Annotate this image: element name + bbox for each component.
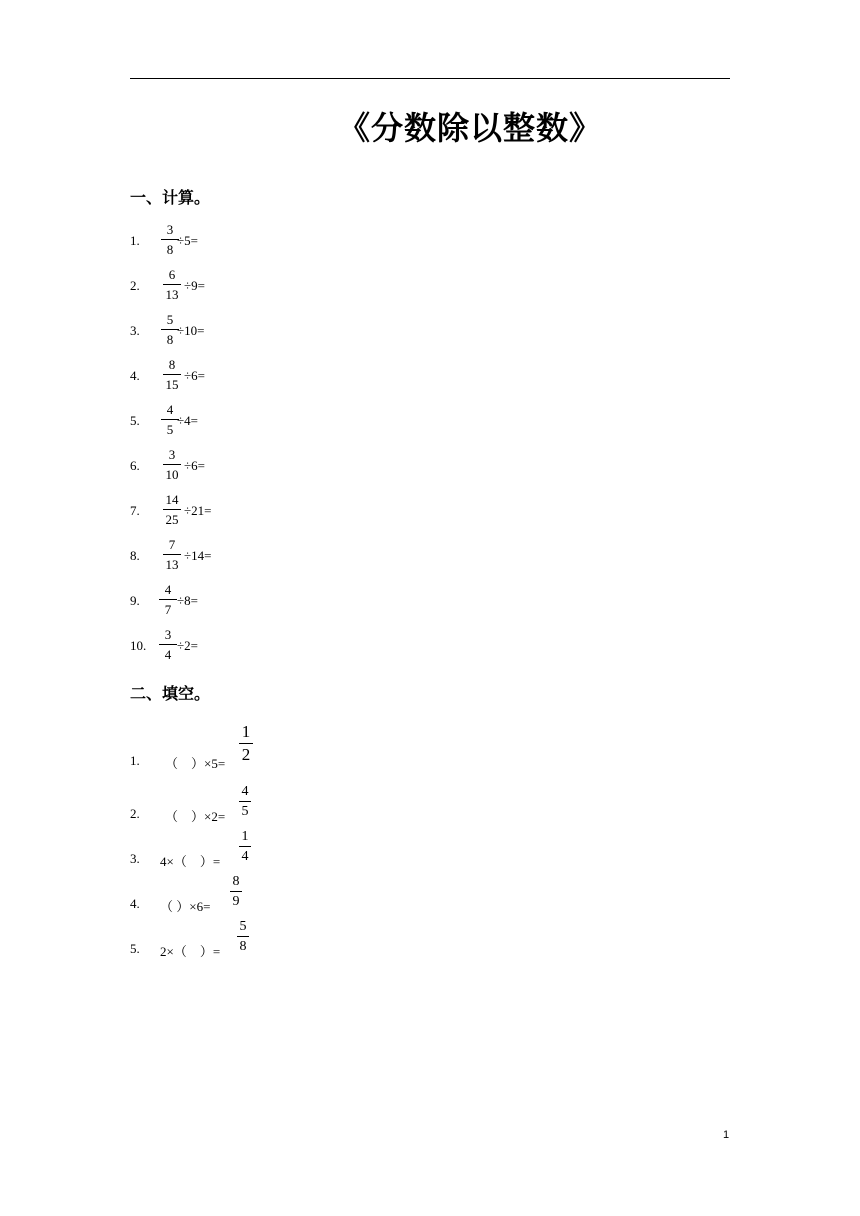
header-rule — [130, 78, 730, 79]
numerator: 3 — [164, 627, 172, 642]
expression: ÷4= — [177, 413, 198, 428]
fraction-bar — [159, 644, 177, 645]
result-fraction — [238, 828, 252, 865]
denominator: 2 — [241, 745, 251, 764]
denominator: 8 — [239, 939, 247, 954]
problem-number: 10. — [130, 638, 147, 653]
numerator: 3 — [168, 447, 176, 462]
problem-number: 2. — [130, 278, 140, 293]
denominator: 4 — [164, 647, 172, 662]
numerator: 4 — [166, 402, 174, 417]
numerator: 5 — [166, 312, 174, 327]
problem-number: 5. — [130, 413, 140, 428]
fraction-bar — [163, 374, 181, 375]
calc-problem-9 — [130, 581, 430, 621]
calc-problem-5 — [130, 401, 430, 441]
fill-problem-3 — [130, 828, 430, 870]
result-fraction — [238, 722, 254, 765]
fraction — [161, 356, 183, 393]
problem-number: 9. — [130, 593, 140, 608]
result-fraction — [229, 873, 243, 910]
fraction-bar — [239, 801, 251, 802]
fill-problem-4 — [130, 873, 430, 915]
expression: （ ）×5= — [165, 756, 226, 771]
fraction-bar — [237, 936, 249, 937]
calc-problem-1 — [130, 221, 430, 261]
result-fraction — [238, 783, 252, 820]
denominator: 25 — [165, 512, 179, 527]
numerator: 1 — [241, 722, 251, 741]
denominator: 5 — [241, 804, 249, 819]
denominator: 4 — [241, 849, 249, 864]
expression: ÷8= — [177, 593, 198, 608]
fill-problem-1 — [130, 722, 430, 772]
expression: ÷5= — [177, 233, 198, 248]
problem-number: 6. — [130, 458, 140, 473]
document-title: 《分数除以整数》 — [338, 109, 603, 147]
numerator: 1 — [241, 829, 249, 844]
fill-problem-5 — [130, 918, 430, 960]
calc-problem-10 — [130, 626, 430, 666]
fraction-bar — [239, 846, 251, 847]
fraction-bar — [163, 464, 181, 465]
problem-number: 1. — [130, 233, 140, 248]
calc-problem-8 — [130, 536, 430, 576]
fraction-bar — [163, 509, 181, 510]
expression: ÷6= — [184, 458, 205, 473]
fraction — [157, 581, 179, 618]
problem-number: 3. — [130, 851, 140, 866]
fraction-bar — [239, 743, 253, 744]
section-heading-calculation: 一、计算。 — [130, 188, 211, 207]
calc-problem-6 — [130, 446, 430, 486]
problem-number: 8. — [130, 548, 140, 563]
problem-number: 1. — [130, 753, 140, 768]
calc-problem-3 — [130, 311, 430, 351]
fraction — [161, 446, 183, 483]
fill-problem-2 — [130, 783, 430, 825]
denominator: 13 — [165, 557, 179, 572]
result-fraction — [236, 918, 250, 955]
denominator: 10 — [165, 467, 179, 482]
page-number: 1 — [723, 1129, 730, 1141]
problem-number: 7. — [130, 503, 140, 518]
denominator: 9 — [232, 894, 240, 909]
fraction — [161, 536, 183, 573]
fraction-bar — [230, 891, 242, 892]
denominator: 8 — [166, 242, 174, 257]
numerator: 8 — [168, 357, 176, 372]
expression: ÷2= — [177, 638, 198, 653]
expression: ÷6= — [184, 368, 205, 383]
numerator: 4 — [241, 784, 249, 799]
fraction-bar — [163, 284, 181, 285]
numerator: 4 — [164, 582, 172, 597]
problem-number: 4. — [130, 368, 140, 383]
numerator: 6 — [168, 267, 176, 282]
denominator: 7 — [164, 602, 172, 617]
numerator: 8 — [232, 874, 240, 889]
expression: 2×（ ）= — [160, 944, 221, 959]
fraction — [161, 266, 183, 303]
expression: 4×（ ）= — [160, 854, 221, 869]
numerator: 14 — [165, 492, 179, 507]
expression: （ ）×6= — [160, 899, 211, 914]
expression: ÷14= — [184, 548, 212, 563]
problem-number: 4. — [130, 896, 140, 911]
denominator: 5 — [166, 422, 174, 437]
expression: ÷21= — [184, 503, 212, 518]
expression: （ ）×2= — [165, 809, 226, 824]
denominator: 13 — [165, 287, 179, 302]
calc-problem-2 — [130, 266, 430, 306]
section-heading-fill-blank: 二、填空。 — [130, 684, 211, 703]
fraction — [161, 491, 183, 528]
problem-number: 3. — [130, 323, 140, 338]
fraction-bar — [159, 599, 177, 600]
expression: ÷9= — [184, 278, 205, 293]
calc-problem-4 — [130, 356, 430, 396]
fraction — [157, 626, 179, 663]
numerator: 5 — [239, 919, 247, 934]
fraction-bar — [163, 554, 181, 555]
problem-number: 5. — [130, 941, 140, 956]
problem-number: 2. — [130, 806, 140, 821]
numerator: 7 — [168, 537, 176, 552]
numerator: 3 — [166, 222, 174, 237]
denominator: 15 — [165, 377, 179, 392]
expression: ÷10= — [177, 323, 205, 338]
calc-problem-7 — [130, 491, 430, 531]
denominator: 8 — [166, 332, 174, 347]
